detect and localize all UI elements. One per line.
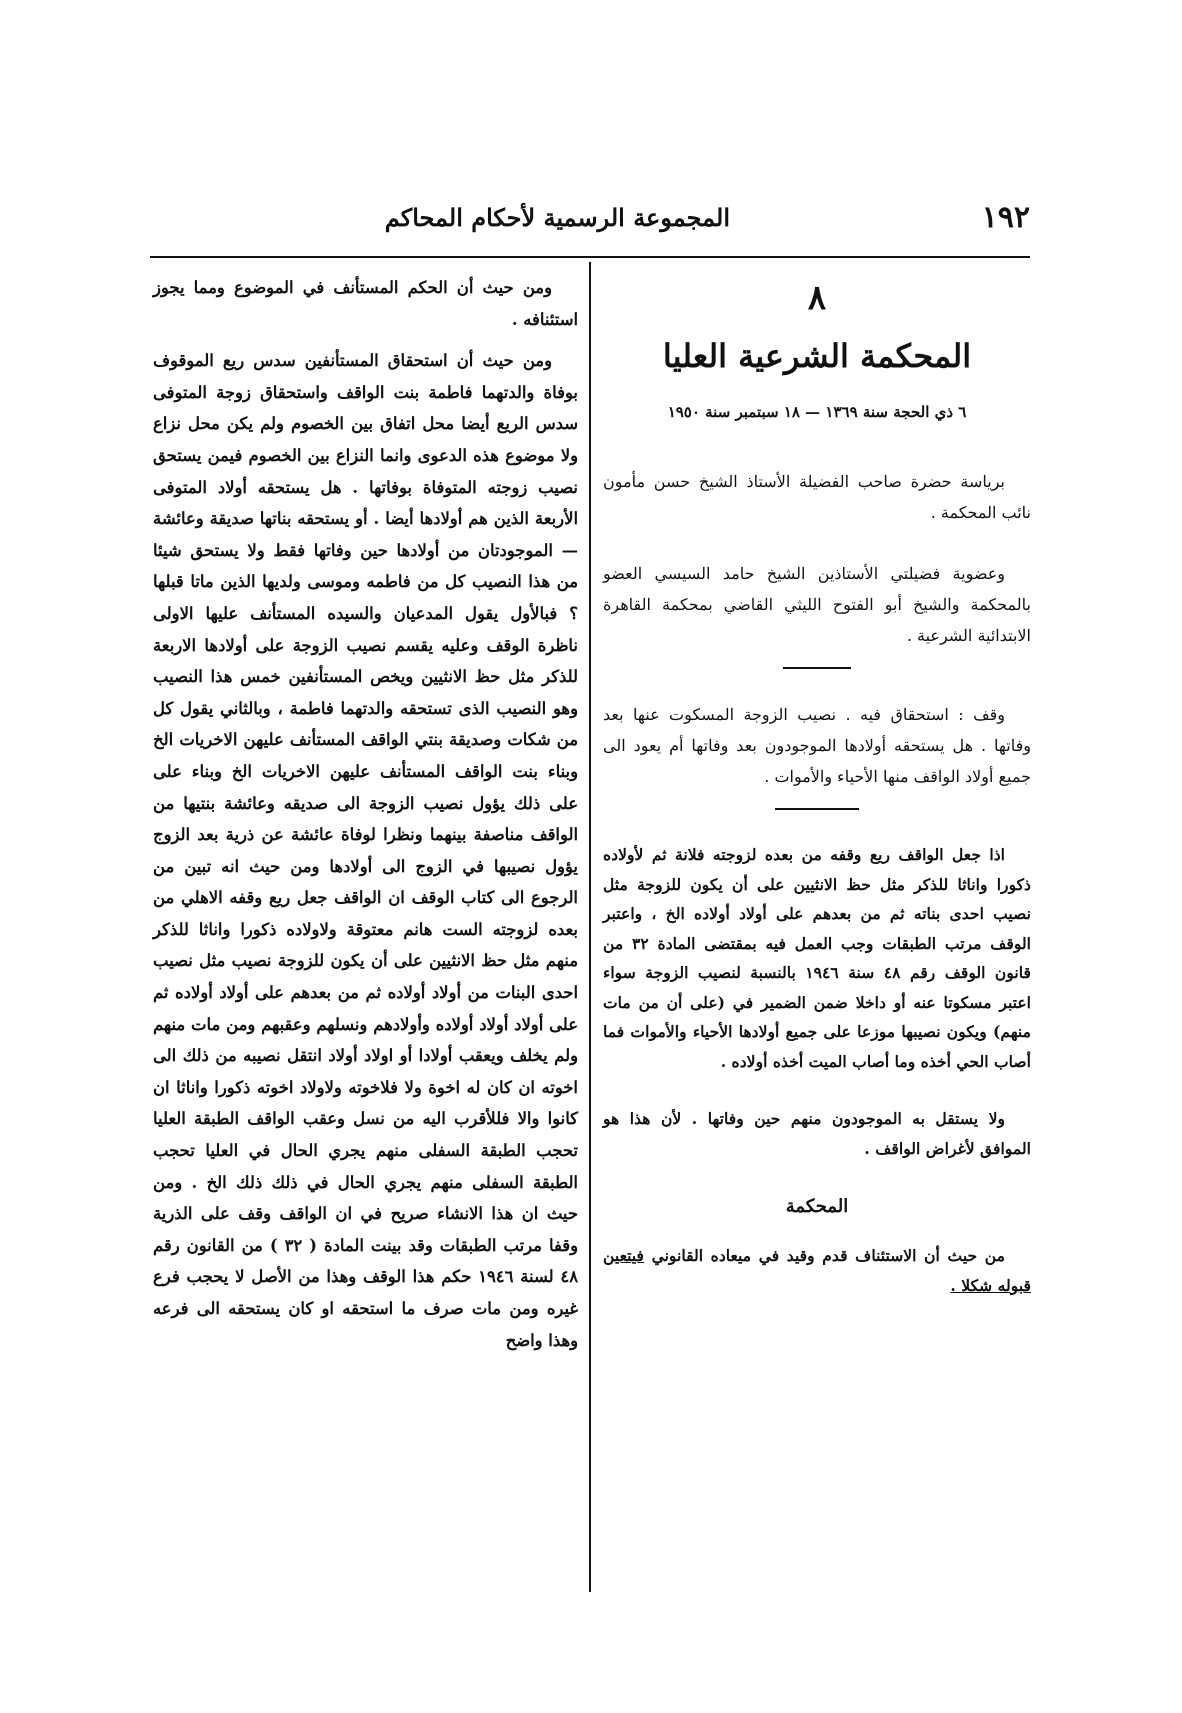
principle-paragraph: ولا يستقل به الموجودون منهم حين وفاتها . لأن هذا هو الموافق لأغراض الواقف .: [603, 1109, 1031, 1158]
case-date: ٦ ذي الحجة سنة ١٣٦٩ — ١٨ سبتمبر سنة ١٩٥٠: [667, 403, 967, 421]
left-column: [153, 272, 578, 1366]
section-rule: [783, 667, 851, 669]
body-paragraph: ومن حيث أن الحكم المستأنف في الموضوع ومما يجوز استئنافه .: [153, 278, 578, 329]
judgment-start-paragraph: [603, 1241, 1031, 1301]
running-header: [150, 198, 1030, 248]
judgment-start-text: من حيث أن الاستئناف قدم وقيد في ميعاده القانوني: [651, 1246, 1005, 1265]
presidency-paragraph: برياسة حضرة صاحب الفضيلة الأستاذ الشيخ حسن مأمون نائب المحكمة .: [603, 472, 1031, 522]
body-paragraph: ومن حيث أن استحقاق المستأنفين سدس ريع الموقوف بوفاة والدتهما فاطمة بنت الواقف واستحقاق زوجة المتوفى سدس الريع أيضا محل اتفاق بين الخصوم ولم يكن محل نزاع ولا موضوع هذه الدعوى وانما النزاع بين الخصوم فيمن يستحق نصيب زوجته المتوفاة بوفاتها . هل يستحقه أولاد المتوفى الأربعة الذين هم أولادها أيضا . أو يستحقه بناتها صديقة وعائشة — الموجودتان من أولادها حين وفاتها فقط ولا يستحق شيئا من هذا النصيب كل من فاطمه وموسى ولديها الذين ماتا قبلها ؟ فبالأول يقول المدعيان والسيده المستأنف عليها الاولى ناظرة الوقف وعليه يقسم نصيب الزوجة على أولادها الاربعة للذكر مثل حظ الانثيين ويخص المستأنفين خمس هذا النصيب وهو النصيب الذى تستحقه والدتهما فاطمة ، وبالثاني يقول كل من شكات وصديقة بنتي الواقف المستأنف عليهن الاخريات الخ وبناء بنت الواقف المستأنف عليهن الاخريات الخ وبناء على على ذلك يؤول نصيب الزوجة الى صديقه وعائشة بنتيها من الواقف مناصفة بينهما ونظرا لوفاة عائشة عن ذرية بعد الزوج يؤول نصيبها في الزوج الى أولادها ومن حيث انه تبين من الرجوع الى كتاب الوقف ان الواقف جعل ريع وقفه الاهلي من بعده لزوجته الست هانم معتوقة ولاولاده ذكورا واناثا للذكر منهم مثل حظ الانثيين على أن يكون للزوجة نصيب مثل نصيب احدى البنات من أولاد أولاده ثم من بعدهم على أولاد أولاده ثم على أولاد أولاد أولاده وأولادهم ونسلهم وعقبهم ومن مات منهم ولم يخلف ويعقب أولادا أو اولاد أولاد انتقل نصيبه من ذلك الى اخوته ان كان له اخوة ولا فلاخوته ولاولاد اخوته ذكورا واناثا ان كانوا والا فللأقرب اليه من نسل وعقب الواقف الطبقة العليا تحجب الطبقة السفلى منهم يجري الحال في العليا تحجب الطبقة السفلى منهم يجري الحال في ذلك ذلك الخ . ومن حيث ان هذا الانشاء صريح في ان الواقف وقف على الذرية وقفا مرتب الطبقات وقد بينت المادة ( ٣٢ ) من القانون رقم ٤٨ لسنة ١٩٤٦ حكم هذا الوقف وهذا من الأصل لا يحجب فرع غيره ومن مات صرف ما استحقه او كان يستحقه الى فرعه وهذا واضح: [153, 351, 578, 1350]
principle-paragraph: اذا جعل الواقف ريع وقفه من بعده لزوجته فلانة ثم لأولاده ذكورا واناثا للذكر مثل حظ الانثيين على أن يكون للزوجة مثل نصيب احدى بناته ثم من بعدهم على أولاد أولاده الخ ، واعتبر الوقف مرتب الطبقات وجب العمل فيه بمقتضى المادة ٣٢ من قانون الوقف رقم ٤٨ سنة ١٩٤٦ بالنسبة لنصيب الزوجة سواء اعتبر مسكوتا عنه أو داخلا ضمن الضمير في (على أن من مات منهم) ويكون نصيبها موزعا على جميع أولادها الأحياء والأموات فما أصاب الحي أخذه وما أصاب الميت أخذه أولاده .: [603, 845, 1032, 1071]
judgment-start-underlined: فيتعين قبوله شكلا .: [603, 1246, 1031, 1295]
right-column: [603, 268, 1031, 1301]
page-number: ١٩٢: [981, 200, 1030, 235]
header-rule: [150, 256, 1030, 258]
court-heading: المحكمة: [785, 1196, 849, 1217]
case-number: ٨: [807, 278, 827, 318]
subject-paragraph: وقف : استحقاق فيه . نصيب الزوجة المسكوت عنها بعد وفاتها . هل يستحقه أولادها الموجودون بعد وفاتها أم يعود الى جميع أولاد الواقف منها الأحياء والأموات .: [603, 705, 1031, 786]
column-divider: [589, 262, 591, 1592]
section-rule: [775, 808, 859, 810]
court-name: المحكمة الشرعية العليا: [662, 337, 972, 375]
members-paragraph: وعضوية فضيلتي الأستاذين الشيخ حامد السيسي العضو بالمحكمة والشيخ أبو الفتوح الليثي القاضي بمحكمة القاهرة الابتدائية الشرعية .: [603, 564, 1031, 645]
running-title: المجموعة الرسمية لأحكام المحاكم: [384, 203, 730, 232]
